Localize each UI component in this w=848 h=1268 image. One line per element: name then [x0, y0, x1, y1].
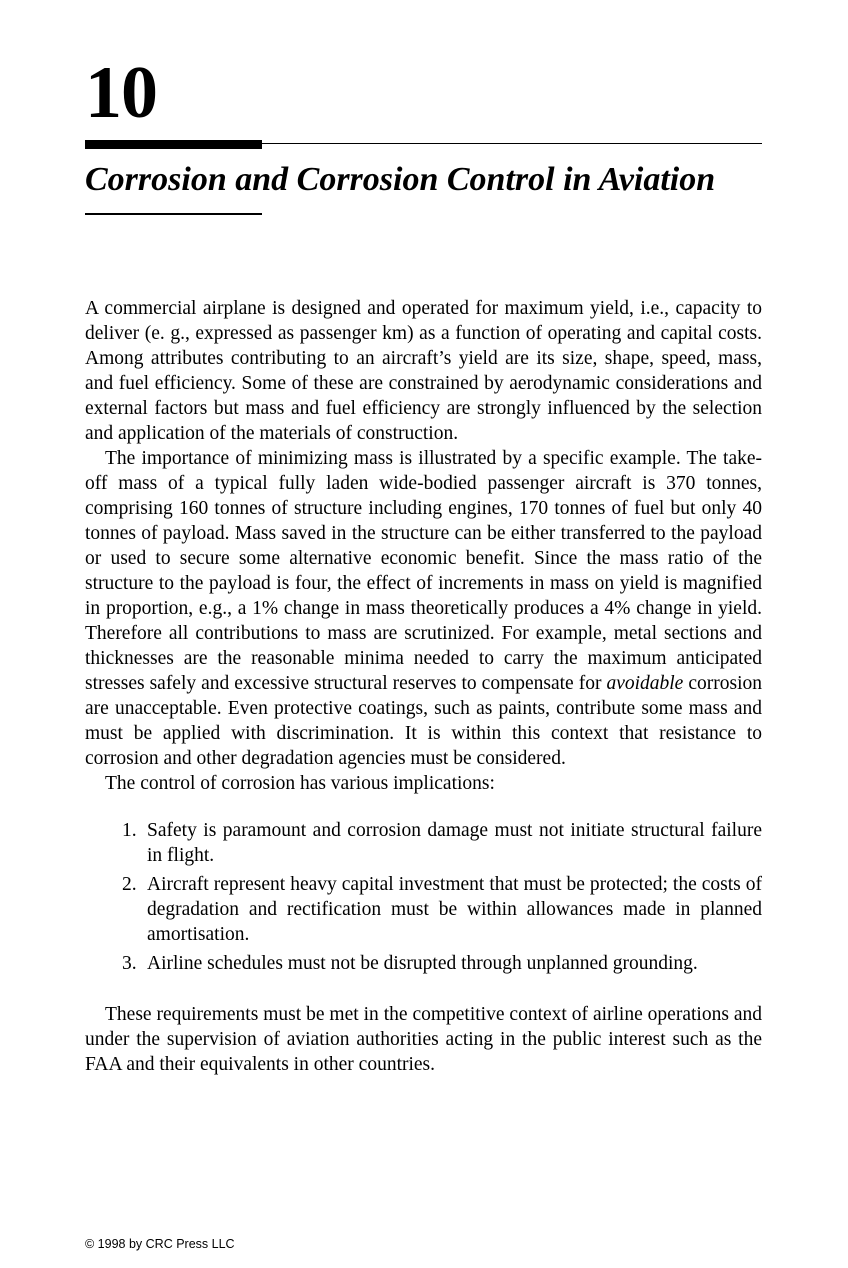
list-item: Safety is paramount and corrosion damage must not initiate structural failure in flight. — [147, 820, 762, 866]
paragraph-implications-lead: The control of corrosion has various implications: — [105, 773, 495, 794]
body-content — [85, 296, 762, 1077]
header-rule-bottom — [85, 213, 262, 215]
paragraph-closing: These requirements must be met in the competitive context of airline operations and under the supervision of aviation authorities acting in the public interest such as the FAA and their equivalents in other countries. — [85, 1004, 762, 1075]
chapter-title: Corrosion and Corrosion Control in Aviation — [85, 161, 716, 198]
list-item: Airline schedules must not be disrupted through unplanned grounding. — [147, 953, 698, 974]
chapter-number: 10 — [85, 52, 157, 134]
list-item: Aircraft represent heavy capital investment that must be protected; the costs of degradation and rectification must be within allowances made in planned amortisation. — [147, 874, 762, 945]
chapter-header — [85, 50, 762, 215]
paragraph-mass-minimization — [85, 446, 762, 771]
paragraph-intro: A commercial airplane is designed and operated for maximum yield, i.e., capacity to deliver (e. g., expressed as passenger km) as a function of operating and capital costs. Among attributes contributing to an aircraft’s yield are its size, shape, speed, mass, and fuel efficiency. Some of these are constrained by aerodynamic considerations and external factors but mass and fuel efficiency are strongly influenced by the selection and application of the materials of construction. — [85, 298, 762, 444]
header-rule-thick-bar — [85, 140, 262, 149]
paragraph-mass-part-2: corrosion are unacceptable. Even protective coatings, such as paints, contribute some mass and must be applied with discrimination. It is within this context that resistance to corrosion and other degradation agencies must be considered. — [85, 673, 762, 769]
header-rule-hairline — [262, 143, 762, 144]
implications-list — [85, 818, 762, 976]
paragraph-mass-part-1: The importance of minimizing mass is illustrated by a specific example. The take-off mass of a typical fully laden wide-bodied passenger aircraft is 370 tonnes, comprising 160 tonnes of structure including engines, 170 tonnes of fuel but only 40 tonnes of payload. Mass saved in the structure can be either transferred to the payload or used to secure some alternative economic benefit. Since the mass ratio of the structure to the payload is four, the effect of increments in mass on yield is magnified in proportion, e.g., a 1% change in mass theoretically produces a 4% change in yield. Therefore all contributions to mass are scrutinized. For example, metal sections and thicknesses are the reasonable minima needed to carry the maximum anticipated stresses safely and excessive structural reserves to compensate for — [85, 448, 762, 694]
closing-block — [85, 1002, 762, 1077]
header-rule-top — [85, 140, 762, 149]
emphasis-avoidable: avoidable — [606, 673, 684, 694]
copyright-footer: © 1998 by CRC Press LLC — [85, 1237, 235, 1251]
